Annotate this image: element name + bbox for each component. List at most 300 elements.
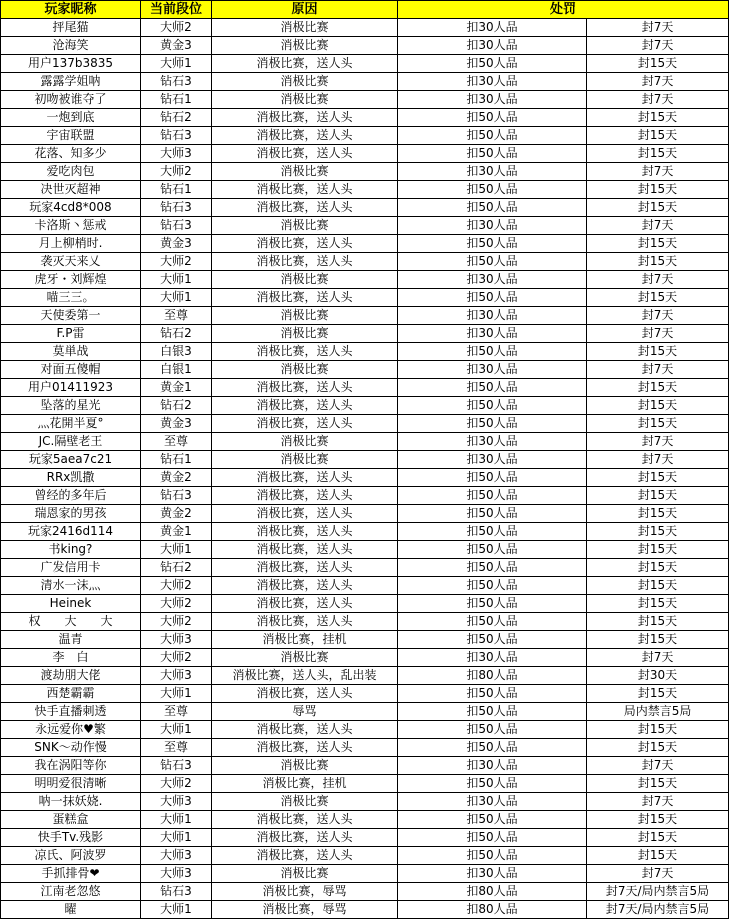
cell-player-name: 初吻被谁夺了: [1, 91, 141, 109]
table-row: [1, 289, 729, 307]
cell-reason: 消极比赛: [212, 433, 398, 451]
cell-points-deduction: 扣30人品: [398, 865, 587, 883]
cell-points-deduction: 扣50人品: [398, 415, 587, 433]
cell-points-deduction: 扣50人品: [398, 631, 587, 649]
cell-reason: 消极比赛，送人头: [212, 811, 398, 829]
cell-reason: 消极比赛，送人头: [212, 397, 398, 415]
table-row: [1, 145, 729, 163]
table-row: [1, 37, 729, 55]
table-row: [1, 163, 729, 181]
table-row: [1, 775, 729, 793]
cell-ban: 封7天: [587, 217, 729, 235]
cell-player-name: 广发信用卡: [1, 559, 141, 577]
cell-player-name: 清水一沫灬: [1, 577, 141, 595]
cell-player-name: 灬花開半夏°: [1, 415, 141, 433]
table-row: [1, 451, 729, 469]
cell-points-deduction: 扣50人品: [398, 775, 587, 793]
cell-rank: 钻石3: [141, 127, 212, 145]
cell-reason: 消极比赛，送人头: [212, 505, 398, 523]
cell-player-name: 曜: [1, 901, 141, 919]
table-row: [1, 811, 729, 829]
cell-ban: 封15天: [587, 685, 729, 703]
cell-ban: 封15天: [587, 397, 729, 415]
cell-ban: 封15天: [587, 577, 729, 595]
cell-reason: 消极比赛，送人头: [212, 577, 398, 595]
cell-reason: 辱骂: [212, 703, 398, 721]
cell-rank: 大师2: [141, 19, 212, 37]
cell-reason: 消极比赛，辱骂: [212, 901, 398, 919]
cell-rank: 大师2: [141, 163, 212, 181]
cell-player-name: 手抓排骨❤: [1, 865, 141, 883]
table-row: [1, 649, 729, 667]
cell-player-name: 西楚霸霸: [1, 685, 141, 703]
cell-points-deduction: 扣30人品: [398, 433, 587, 451]
cell-reason: 消极比赛: [212, 361, 398, 379]
cell-rank: 钻石3: [141, 757, 212, 775]
cell-points-deduction: 扣50人品: [398, 127, 587, 145]
cell-reason: 消极比赛，送人头: [212, 613, 398, 631]
cell-ban: 封7天: [587, 91, 729, 109]
table-row: [1, 343, 729, 361]
cell-reason: 消极比赛: [212, 163, 398, 181]
cell-player-name: F.P雷: [1, 325, 141, 343]
table-row: [1, 559, 729, 577]
cell-reason: 消极比赛，送人头，乱出装: [212, 667, 398, 685]
cell-points-deduction: 扣50人品: [398, 739, 587, 757]
cell-rank: 大师2: [141, 775, 212, 793]
cell-reason: 消极比赛，送人头: [212, 595, 398, 613]
cell-points-deduction: 扣30人品: [398, 451, 587, 469]
cell-ban: 封15天: [587, 127, 729, 145]
cell-points-deduction: 扣80人品: [398, 883, 587, 901]
cell-rank: 至尊: [141, 433, 212, 451]
cell-reason: 消极比赛，送人头: [212, 469, 398, 487]
cell-player-name: 一炮到底: [1, 109, 141, 127]
cell-player-name: 蛋糕盒: [1, 811, 141, 829]
cell-player-name: 我在涡阳等你: [1, 757, 141, 775]
cell-points-deduction: 扣30人品: [398, 217, 587, 235]
cell-rank: 白银3: [141, 343, 212, 361]
cell-rank: 黄金2: [141, 469, 212, 487]
cell-ban: 封15天: [587, 811, 729, 829]
cell-rank: 大师2: [141, 253, 212, 271]
cell-rank: 黄金1: [141, 523, 212, 541]
cell-player-name: 权 大 大: [1, 613, 141, 631]
cell-ban: 封15天: [587, 721, 729, 739]
cell-rank: 大师1: [141, 541, 212, 559]
cell-reason: 消极比赛，送人头: [212, 379, 398, 397]
cell-rank: 大师1: [141, 901, 212, 919]
cell-rank: 至尊: [141, 307, 212, 325]
cell-player-name: JC.隔壁老王: [1, 433, 141, 451]
cell-reason: 消极比赛，送人头: [212, 523, 398, 541]
cell-player-name: 凉氏、阿波罗: [1, 847, 141, 865]
cell-player-name: 宇宙联盟: [1, 127, 141, 145]
cell-player-name: 对面五傻帽: [1, 361, 141, 379]
table-row: [1, 505, 729, 523]
cell-player-name: 用户137b3835: [1, 55, 141, 73]
cell-ban: 封7天: [587, 433, 729, 451]
cell-player-name: 坠落的星光: [1, 397, 141, 415]
table-row: [1, 631, 729, 649]
cell-ban: 封15天: [587, 343, 729, 361]
cell-reason: 消极比赛: [212, 91, 398, 109]
table-row: [1, 415, 729, 433]
table-row: [1, 469, 729, 487]
cell-points-deduction: 扣30人品: [398, 91, 587, 109]
cell-points-deduction: 扣50人品: [398, 145, 587, 163]
cell-rank: 大师2: [141, 613, 212, 631]
cell-points-deduction: 扣50人品: [398, 397, 587, 415]
cell-points-deduction: 扣80人品: [398, 901, 587, 919]
cell-points-deduction: 扣50人品: [398, 613, 587, 631]
cell-points-deduction: 扣50人品: [398, 703, 587, 721]
cell-player-name: 永远爱你♥繁: [1, 721, 141, 739]
cell-player-name: 莫単战: [1, 343, 141, 361]
table-row: [1, 379, 729, 397]
cell-points-deduction: 扣30人品: [398, 325, 587, 343]
cell-ban: 封15天: [587, 541, 729, 559]
cell-rank: 钻石1: [141, 181, 212, 199]
cell-reason: 消极比赛，送人头: [212, 541, 398, 559]
table-row: [1, 793, 729, 811]
cell-player-name: 月上柳梢时.: [1, 235, 141, 253]
table-row: [1, 901, 729, 919]
cell-points-deduction: 扣50人品: [398, 541, 587, 559]
cell-ban: 封15天: [587, 595, 729, 613]
cell-player-name: 用户01411923: [1, 379, 141, 397]
cell-rank: 大师3: [141, 793, 212, 811]
cell-rank: 钻石3: [141, 487, 212, 505]
table-row: [1, 361, 729, 379]
cell-points-deduction: 扣30人品: [398, 73, 587, 91]
cell-ban: 封15天: [587, 613, 729, 631]
table-row: [1, 109, 729, 127]
table-row: [1, 523, 729, 541]
cell-points-deduction: 扣50人品: [398, 469, 587, 487]
cell-player-name: 快手直播刺透: [1, 703, 141, 721]
table-row: [1, 199, 729, 217]
table-body: [1, 19, 729, 919]
cell-player-name: 喵三三。: [1, 289, 141, 307]
cell-reason: 消极比赛: [212, 37, 398, 55]
table-row: [1, 235, 729, 253]
cell-ban: 封15天: [587, 415, 729, 433]
cell-reason: 消极比赛: [212, 217, 398, 235]
cell-player-name: 花落、知多少: [1, 145, 141, 163]
cell-rank: 黄金3: [141, 37, 212, 55]
header-player-name: 玩家昵称: [1, 1, 141, 19]
cell-points-deduction: 扣50人品: [398, 811, 587, 829]
cell-player-name: 快手Tv.残影: [1, 829, 141, 847]
cell-reason: 消极比赛: [212, 451, 398, 469]
cell-player-name: 袭灭天来乂: [1, 253, 141, 271]
cell-player-name: 江南老忽悠: [1, 883, 141, 901]
cell-ban: 封7天: [587, 793, 729, 811]
cell-ban: 封15天: [587, 289, 729, 307]
cell-ban: 封15天: [587, 145, 729, 163]
cell-player-name: 呐一抹妖娆.: [1, 793, 141, 811]
cell-rank: 至尊: [141, 739, 212, 757]
cell-points-deduction: 扣50人品: [398, 685, 587, 703]
cell-rank: 钻石2: [141, 109, 212, 127]
table-row: [1, 487, 729, 505]
table-row: [1, 703, 729, 721]
cell-points-deduction: 扣50人品: [398, 181, 587, 199]
cell-rank: 钻石2: [141, 325, 212, 343]
cell-reason: 消极比赛: [212, 19, 398, 37]
table-row: [1, 757, 729, 775]
cell-player-name: 明明爱很清晰: [1, 775, 141, 793]
cell-reason: 消极比赛: [212, 73, 398, 91]
cell-rank: 大师3: [141, 631, 212, 649]
cell-reason: 消极比赛: [212, 757, 398, 775]
table-row: [1, 541, 729, 559]
table-row: [1, 685, 729, 703]
cell-points-deduction: 扣30人品: [398, 271, 587, 289]
cell-rank: 至尊: [141, 703, 212, 721]
cell-player-name: 玩家5aea7c21: [1, 451, 141, 469]
cell-rank: 黄金1: [141, 379, 212, 397]
cell-ban: 封7天: [587, 163, 729, 181]
cell-rank: 大师1: [141, 829, 212, 847]
cell-reason: 消极比赛: [212, 307, 398, 325]
cell-points-deduction: 扣50人品: [398, 505, 587, 523]
table-row: [1, 883, 729, 901]
cell-reason: 消极比赛，挂机: [212, 775, 398, 793]
cell-rank: 黄金3: [141, 235, 212, 253]
table-row: [1, 829, 729, 847]
cell-ban: 封15天: [587, 55, 729, 73]
cell-ban: 封15天: [587, 199, 729, 217]
cell-reason: 消极比赛，送人头: [212, 685, 398, 703]
header-row: [1, 1, 729, 19]
cell-ban: 封15天: [587, 775, 729, 793]
table-row: [1, 739, 729, 757]
cell-rank: 大师1: [141, 685, 212, 703]
cell-reason: 消极比赛，送人头: [212, 721, 398, 739]
table-row: [1, 181, 729, 199]
cell-rank: 大师1: [141, 289, 212, 307]
cell-ban: 封15天: [587, 739, 729, 757]
table-row: [1, 307, 729, 325]
cell-rank: 大师2: [141, 649, 212, 667]
cell-rank: 大师2: [141, 577, 212, 595]
cell-ban: 封15天: [587, 505, 729, 523]
cell-points-deduction: 扣50人品: [398, 199, 587, 217]
cell-ban: 封7天: [587, 271, 729, 289]
cell-rank: 大师3: [141, 847, 212, 865]
table-row: [1, 667, 729, 685]
cell-points-deduction: 扣30人品: [398, 163, 587, 181]
cell-reason: 消极比赛，送人头: [212, 145, 398, 163]
cell-ban: 封15天: [587, 469, 729, 487]
cell-player-name: 瑞恩家的男孩: [1, 505, 141, 523]
cell-ban: 封15天: [587, 379, 729, 397]
cell-rank: 白银1: [141, 361, 212, 379]
cell-ban: 封7天: [587, 649, 729, 667]
cell-points-deduction: 扣50人品: [398, 343, 587, 361]
cell-player-name: 爱吃肉包: [1, 163, 141, 181]
cell-rank: 钻石3: [141, 199, 212, 217]
cell-ban: 封7天: [587, 757, 729, 775]
cell-player-name: Heinek: [1, 595, 141, 613]
table-row: [1, 865, 729, 883]
table-row: [1, 595, 729, 613]
cell-points-deduction: 扣50人品: [398, 829, 587, 847]
cell-rank: 大师1: [141, 55, 212, 73]
table-row: [1, 721, 729, 739]
cell-player-name: 李 白: [1, 649, 141, 667]
cell-rank: 钻石3: [141, 217, 212, 235]
cell-reason: 消极比赛: [212, 649, 398, 667]
cell-reason: 消极比赛，送人头: [212, 181, 398, 199]
cell-rank: 黄金3: [141, 415, 212, 433]
table-row: [1, 397, 729, 415]
cell-points-deduction: 扣50人品: [398, 379, 587, 397]
cell-reason: 消极比赛: [212, 793, 398, 811]
cell-points-deduction: 扣50人品: [398, 289, 587, 307]
cell-rank: 钻石1: [141, 451, 212, 469]
cell-reason: 消极比赛，辱骂: [212, 883, 398, 901]
cell-points-deduction: 扣50人品: [398, 721, 587, 739]
cell-rank: 大师1: [141, 721, 212, 739]
cell-ban: 封7天/局内禁言5局: [587, 901, 729, 919]
cell-reason: 消极比赛: [212, 325, 398, 343]
table-row: [1, 325, 729, 343]
table-row: [1, 217, 729, 235]
header-reason: 原因: [212, 1, 398, 19]
cell-ban: 封15天: [587, 631, 729, 649]
cell-ban: 封15天: [587, 253, 729, 271]
cell-reason: 消极比赛，送人头: [212, 739, 398, 757]
cell-ban: 封15天: [587, 235, 729, 253]
cell-points-deduction: 扣30人品: [398, 361, 587, 379]
cell-rank: 大师3: [141, 667, 212, 685]
cell-player-name: 虎牙・刘辉煌: [1, 271, 141, 289]
cell-ban: 封7天/局内禁言5局: [587, 883, 729, 901]
cell-ban: 封7天: [587, 73, 729, 91]
cell-player-name: 沧海笑: [1, 37, 141, 55]
cell-reason: 消极比赛，送人头: [212, 127, 398, 145]
cell-player-name: 温青: [1, 631, 141, 649]
table-row: [1, 271, 729, 289]
cell-player-name: RRx凯撒: [1, 469, 141, 487]
cell-rank: 钻石1: [141, 91, 212, 109]
cell-reason: 消极比赛，送人头: [212, 253, 398, 271]
cell-points-deduction: 扣30人品: [398, 19, 587, 37]
cell-points-deduction: 扣80人品: [398, 667, 587, 685]
cell-reason: 消极比赛，送人头: [212, 343, 398, 361]
cell-player-name: SNK～动作慢: [1, 739, 141, 757]
cell-points-deduction: 扣30人品: [398, 37, 587, 55]
cell-ban: 封15天: [587, 487, 729, 505]
cell-reason: 消极比赛，送人头: [212, 829, 398, 847]
cell-player-name: 抨尾猫: [1, 19, 141, 37]
cell-points-deduction: 扣30人品: [398, 757, 587, 775]
cell-rank: 大师1: [141, 811, 212, 829]
cell-points-deduction: 扣50人品: [398, 523, 587, 541]
cell-rank: 钻石2: [141, 397, 212, 415]
cell-points-deduction: 扣30人品: [398, 649, 587, 667]
table-row: [1, 73, 729, 91]
cell-points-deduction: 扣30人品: [398, 307, 587, 325]
cell-reason: 消极比赛: [212, 271, 398, 289]
cell-reason: 消极比赛，送人头: [212, 199, 398, 217]
cell-rank: 钻石3: [141, 883, 212, 901]
cell-ban: 封15天: [587, 847, 729, 865]
table-row: [1, 577, 729, 595]
cell-reason: 消极比赛: [212, 865, 398, 883]
table-row: [1, 127, 729, 145]
cell-points-deduction: 扣50人品: [398, 595, 587, 613]
cell-player-name: 玩家4cd8*008: [1, 199, 141, 217]
table-row: [1, 55, 729, 73]
cell-points-deduction: 扣50人品: [398, 109, 587, 127]
cell-rank: 钻石2: [141, 559, 212, 577]
cell-ban: 封15天: [587, 559, 729, 577]
cell-player-name: 玩家2416d114: [1, 523, 141, 541]
cell-player-name: 书king?: [1, 541, 141, 559]
cell-reason: 消极比赛，送人头: [212, 289, 398, 307]
cell-ban: 封7天: [587, 19, 729, 37]
cell-player-name: 决世灭超神: [1, 181, 141, 199]
cell-points-deduction: 扣30人品: [398, 793, 587, 811]
cell-reason: 消极比赛，送人头: [212, 235, 398, 253]
cell-ban: 封15天: [587, 181, 729, 199]
cell-points-deduction: 扣50人品: [398, 577, 587, 595]
cell-ban: 封7天: [587, 865, 729, 883]
cell-rank: 钻石3: [141, 73, 212, 91]
table-row: [1, 433, 729, 451]
cell-rank: 大师3: [141, 865, 212, 883]
cell-player-name: 天使委第一: [1, 307, 141, 325]
cell-ban: 封15天: [587, 109, 729, 127]
cell-player-name: 曾经的多年后: [1, 487, 141, 505]
cell-points-deduction: 扣50人品: [398, 55, 587, 73]
cell-rank: 黄金2: [141, 505, 212, 523]
cell-reason: 消极比赛，送人头: [212, 55, 398, 73]
cell-rank: 大师3: [141, 145, 212, 163]
table-row: [1, 613, 729, 631]
cell-ban: 封7天: [587, 307, 729, 325]
cell-ban: 封15天: [587, 829, 729, 847]
header-penalty: 处罚: [398, 1, 729, 19]
cell-points-deduction: 扣50人品: [398, 253, 587, 271]
cell-reason: 消极比赛，送人头: [212, 109, 398, 127]
cell-ban: 封7天: [587, 451, 729, 469]
cell-reason: 消极比赛，送人头: [212, 487, 398, 505]
table-row: [1, 91, 729, 109]
table-row: [1, 253, 729, 271]
cell-points-deduction: 扣50人品: [398, 487, 587, 505]
cell-ban: 封7天: [587, 325, 729, 343]
cell-ban: 局内禁言5局: [587, 703, 729, 721]
cell-reason: 消极比赛，挂机: [212, 631, 398, 649]
cell-ban: 封7天: [587, 361, 729, 379]
cell-reason: 消极比赛，送人头: [212, 559, 398, 577]
cell-ban: 封30天: [587, 667, 729, 685]
cell-player-name: 渡劫朋大佬: [1, 667, 141, 685]
cell-reason: 消极比赛，送人头: [212, 415, 398, 433]
cell-player-name: 卡洛斯丶惩戒: [1, 217, 141, 235]
cell-points-deduction: 扣50人品: [398, 235, 587, 253]
table-row: [1, 847, 729, 865]
cell-rank: 大师1: [141, 271, 212, 289]
cell-points-deduction: 扣50人品: [398, 847, 587, 865]
cell-player-name: 露露学姐呐: [1, 73, 141, 91]
cell-ban: 封7天: [587, 37, 729, 55]
